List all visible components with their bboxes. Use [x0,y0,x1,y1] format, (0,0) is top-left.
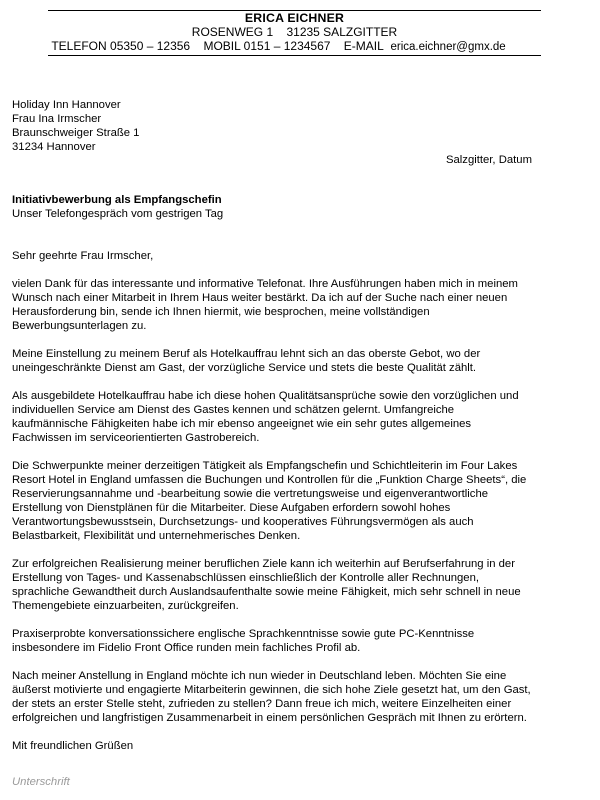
recipient-address [12,98,139,154]
paragraph: Meine Einstellung zu meinem Beruf als Hotelkauffrau lehnt sich an das oberste Gebot, wo der uneingeschränkte Dienst am Gast, der vorzügliche Service und stets die beste Qualität zählt. [12,348,481,374]
paragraph: Nach meiner Anstellung in England möchte ich nun wieder in Deutschland leben. Möchten Sie eine äußerst motivierte und engagierte Mitarbeiterin gewinnen, die sich hohe Ziele gesetzt hat, um den Gast, der stets an erster Stelle steht, zufrieden zu stellen? Dann freue ich mich, weitere Einzelheiten einer erfolgreichen und langfristigen Zusammenarbeit in einem persönlichen Gespräch mit Ihnen zu erörtern. [12,670,531,724]
subject-reference: Unser Telefongespräch vom gestrigen Tag [12,208,224,220]
paragraph: vielen Dank für das interessante und informative Telefonat. Ihre Ausführungen haben mich in meinem Wunsch nach einer Mitarbeit in Ihrem Haus weiter bestärkt. Da ich auf der Suche nach einer neuen Herausforderung bin, sende ich Ihnen hiermit, wie besprochen, meine vollständigen Bewerbungsunterlagen zu. [12,278,518,332]
sender-contact [48,39,541,54]
paragraph: Die Schwerpunkte meiner derzeitigen Tätigkeit als Empfangschefin und Schichtleiterin im Four Lakes Resort Hotel in England umfassen die Buchungen und Kontrollen für die „Funktion Charge Sheets“, die Reservierungsannahme und -bearbeitung sowie die vertretungsweise und eigenverantwortliche Erstellung von Dienstplänen für die Mitarbeiter. Diese Aufgaben erfordern sowohl hohes Verantwortungsbewusstsein, Durchsetzungs- und kooperatives Führungsvermögen als auch Belastbarkeit, Flexibilität und unternehmerisches Denken. [12,460,527,542]
sender-address: ROSENWEG 1 31235 SALZGITTER [191,25,398,39]
sender-name: ERICA EICHNER [244,11,345,25]
closing: Mit freundlichen Grüßen [12,740,134,752]
place-date: Salzgitter, Datum [445,154,532,166]
sender-email: erica.eichner@gmx.de [390,41,506,53]
paragraph: Praxiserprobte konversationssichere englische Sprachkenntnisse sowie gute PC-Kenntnisse insbesondere im Fidelio Front Office runden mein fachliches Profil ab. [12,628,475,654]
letter-body [12,249,532,767]
header-bottom-rule [48,55,541,56]
recipient-street: Braunschweiger Straße 1 [12,127,140,139]
subject-block [12,193,223,221]
sender-phone: TELEFON 05350 – 12356 [51,39,191,53]
sender-mobile: MOBIL 0151 – 1234567 [203,39,331,53]
sender-email-label: E-MAIL [343,39,384,53]
subject-title: Initiativbewerbung als Empfangschefin [12,194,222,206]
recipient-city: 31234 Hannover [12,141,96,153]
letterhead [48,11,541,54]
recipient-person: Frau Ina Irmscher [12,113,102,125]
paragraph: Als ausgebildete Hotelkauffrau habe ich diese hohen Qualitätsansprüche sowie den vorzüglichen und individuellen Service am Dienst des Gastes kennen und schätzen gelernt. Umfangreiche kaufmännische Fähigkeiten habe ich mir ebenso angeeignet wie ein sehr gutes allgemeines Fachwissen im serviceorientierten Gastrobereich. [12,390,519,444]
salutation: Sehr geehrte Frau Irmscher, [12,250,154,262]
signature-placeholder: Unterschrift [12,776,70,788]
recipient-company: Holiday Inn Hannover [12,99,121,111]
paragraph: Zur erfolgreichen Realisierung meiner beruflichen Ziele kann ich weiterhin auf Berufserfahrung in der Erstellung von Tages- und Kassenabschlüssen einschließlich der Kontrolle aller Rechnungen, sprachliche Gewandtheit durch Auslandsaufenthalte sowie meine Fähigkeit, mich sehr schnell in neue Themengebiete einzuarbeiten, zurückgreifen. [12,558,521,612]
